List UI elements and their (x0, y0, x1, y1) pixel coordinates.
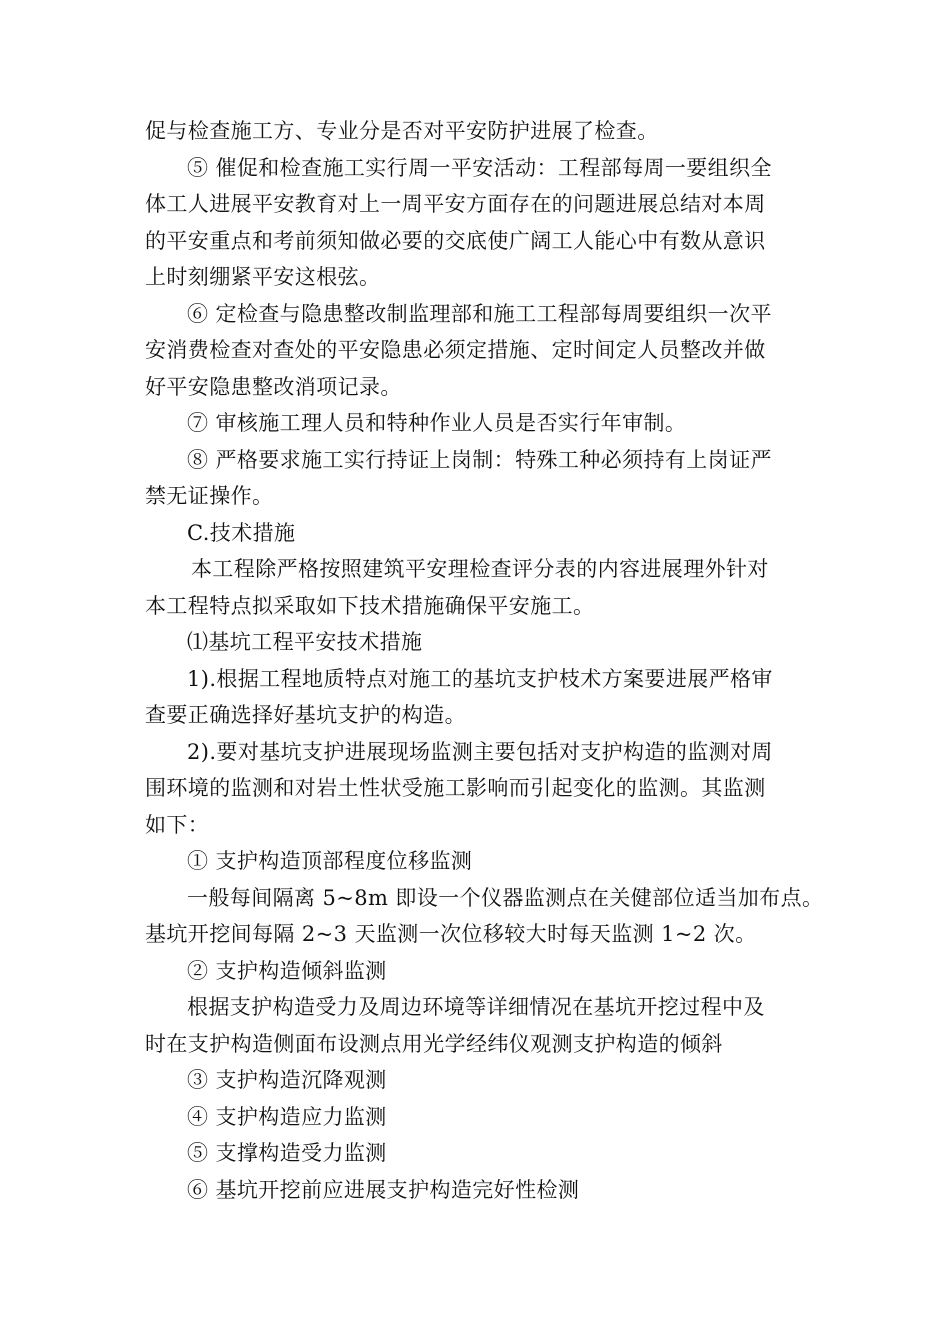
list-item-4: ④ 支护构造应力监测 (187, 1104, 387, 1129)
paragraph-line-10: ⑧ 严格要求施工实行持证上岗制：特殊工种必须持有上岗证严 (187, 447, 772, 472)
paragraph-line-20: 如下： (145, 812, 210, 837)
document-body (145, 113, 825, 1208)
paragraph-line-5: 上时刻绷紧平安这根弦。 (145, 265, 381, 289)
paragraph-line-11: 禁无证操作。 (145, 484, 274, 508)
paragraph-line-6: ⑥ 定检查与隐患整改制监理部和施工工程部每周要组织一次平 (187, 301, 772, 326)
list-item-3: ③ 支护构造沉降观测 (187, 1068, 387, 1092)
paragraph-line-25: 根据支护构造受力及周边环境等详细情况在基坑开挖过程中及 (187, 995, 765, 1019)
paragraph-line-17: 查要正确选择好基坑支护的构造。 (145, 703, 466, 727)
paragraph-line-23: 基坑开挖间每隔 2~3 天监测一次位移较大时每天监测 1~2 次。 (145, 922, 757, 946)
paragraph-line-16: 1).根据工程地质特点对施工的基坑支护枝术方案要进展严格审 (187, 666, 773, 691)
paragraph-line-4: 的平安重点和考前须知做必要的交底使广阔工人能心中有数从意识 (145, 228, 766, 253)
paragraph-line-26: 时在支护构造侧面布设测点用光学经纬仪观测支护构造的倾斜 (145, 1031, 723, 1056)
paragraph-line-2: ⑤ 催促和检查施工实行周一平安活动：工程部每周一要组织全 (187, 155, 772, 180)
list-item-6: ⑥ 基坑开挖前应进展支护构造完好性检测 (187, 1177, 580, 1202)
list-item-1: ① 支护构造顶部程度位移监测 (187, 849, 473, 873)
section-heading-technical-measures: C.技术措施 (187, 520, 296, 545)
paragraph-line-3: 体工人进展平安教育对上一周平安方面存在的问题进展总结对本周 (145, 192, 766, 216)
list-item-2: ② 支护构造倾斜监测 (187, 958, 387, 983)
paragraph-line-1: 促与检查施工方、专业分是否对平安防护进展了检查。 (145, 119, 659, 143)
paragraph-line-19: 围环境的监测和对岩土性状受施工影响而引起变化的监测。其监测 (145, 776, 766, 800)
paragraph-line-9: ⑦ 审核施工理人员和特种作业人员是否实行年审制。 (187, 411, 687, 435)
paragraph-line-7: 安消费检查对查处的平安隐患必须定措施、定时间定人员整改并做 (145, 338, 766, 362)
list-item-5: ⑤ 支撑构造受力监测 (187, 1141, 387, 1165)
paragraph-line-22: 一般每间隔离 5~8m 即设一个仪器监测点在关健部位适当加布点。 (187, 885, 824, 910)
paragraph-line-8: 好平安隐患整改消项记录。 (145, 374, 402, 399)
subsection-heading-foundation-pit: ⑴基坑工程平安技术措施 (187, 630, 423, 654)
paragraph-line-14: 本工程特点拟采取如下技术措施确保平安施工。 (145, 593, 595, 618)
paragraph-line-13: 本工程除严格按照建筑平安理检查评分表的内容进展理外针对 (191, 557, 769, 581)
paragraph-line-18: 2).要对基坑支护进展现场监测主要包括对支护构造的监测对周 (187, 739, 773, 764)
